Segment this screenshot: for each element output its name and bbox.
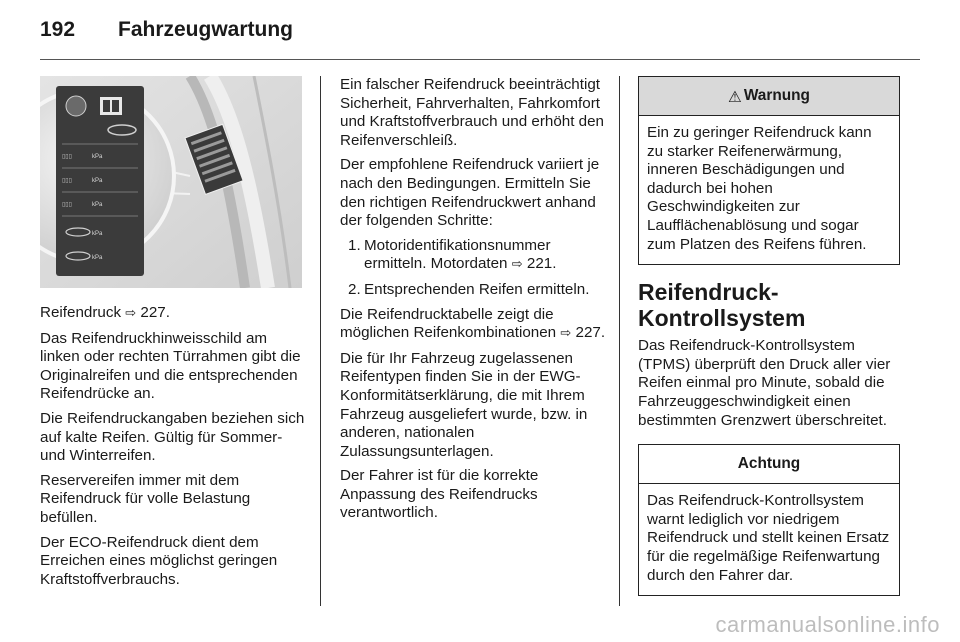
- column-right: [638, 76, 900, 610]
- steps-list: [340, 237, 606, 300]
- paragraph-label-info: Das Reifendruckhinweisschild am linken oder rechten Türrahmen gibt die Originalreifen und die entsprechenden Reifendrücke an.: [40, 329, 301, 403]
- svg-text:kPa: kPa: [92, 255, 103, 261]
- list-item: 2. Entsprechenden Reifen ermitteln.: [348, 280, 590, 298]
- paragraph-pressure-table: Die Reifendrucktabelle zeigt die möglichen Reifenkombinationen ⇨ 227.: [340, 305, 606, 342]
- svg-text:▯▯▯: ▯▯▯: [62, 154, 72, 160]
- svg-text:kPa: kPa: [92, 178, 103, 184]
- paragraph-driver-responsibility: Der Fahrer ist für die korrekte Anpassung des Reifendrucks verantwortlich.: [340, 467, 539, 522]
- page-header: [40, 18, 920, 60]
- zoomed-pressure-label: [56, 86, 144, 276]
- warning-body: Ein zu geringer Reifendruck kann zu starker Reifenerwärmung, inneren Beschädigungen und dadurch bei hohen Geschwindigkeiten zur Laufflächenablösung und sogar zum Platzen des Reifens führen.: [647, 124, 872, 253]
- watermark: carmanualsonline.info: [715, 612, 940, 637]
- page-reference-link[interactable]: 227.: [140, 304, 170, 321]
- list-item: 1. Motoridentifikationsnummer ermitteln. Motordaten ⇨ 221.: [348, 236, 557, 273]
- paragraph-cold-tires: Die Reifendruckangaben beziehen sich auf kalte Reifen. Gültig für Sommer- und Winterreifen.: [40, 409, 305, 465]
- section-heading-tpms: Reifendruck-Kontrollsystem: [638, 279, 806, 332]
- paragraph-tpms-description: Das Reifendruck-Kontrollsystem (TPMS) überprüft den Druck aller vier Reifen einmal pro Minute, sobald die Fahrzeuggeschwindigkeit einen bestimmten Grenzwert überschreitet.: [638, 337, 891, 429]
- header-divider: [40, 59, 920, 60]
- svg-text:kPa: kPa: [92, 202, 103, 208]
- paragraph-tire-pressure-ref: Reifendruck ⇨ 227.: [40, 304, 170, 321]
- arrow-reference-icon: ⇨: [511, 257, 523, 273]
- warning-title: Warnung: [743, 87, 810, 104]
- column-left: [40, 76, 306, 595]
- svg-text:kPa: kPa: [92, 231, 103, 237]
- column-divider-2: [619, 76, 620, 606]
- tire-pressure-label-illustration: [40, 76, 302, 288]
- caution-box: [638, 444, 900, 596]
- paragraph-wrong-pressure: Ein falscher Reifendruck beeinträchtigt Sicherheit, Fahrverhalten, Fahrkomfort und Kraftstoffverbrauch und erhöht den Reifenverschleiß.: [340, 76, 604, 149]
- svg-text:kPa: kPa: [92, 154, 103, 160]
- svg-text:▯▯▯: ▯▯▯: [62, 178, 72, 184]
- page-reference-link[interactable]: 227.: [575, 324, 606, 342]
- caution-body: Das Reifendruck-Kontrollsystem warnt lediglich vor niedrigem Reifendruck und stellt keinen Ersatz für die regelmäßige Reifenwartung durch den Fahrer dar.: [647, 492, 890, 584]
- caution-header: [639, 445, 899, 484]
- warning-triangle-icon: ⚠: [728, 89, 742, 106]
- warning-box: [638, 76, 900, 265]
- column-middle: [340, 76, 606, 529]
- paragraph-spare-tire: Reservereifen immer mit dem Reifendruck für volle Belastung befüllen.: [40, 471, 251, 526]
- paragraph-eco-pressure: Der ECO-Reifendruck dient dem Erreichen eines möglichst geringen Kraftstoffverbrauchs.: [40, 533, 278, 588]
- svg-text:▯▯▯: ▯▯▯: [62, 202, 72, 208]
- paragraph-approved-tires: Die für Ihr Fahrzeug zugelassenen Reifentypen finden Sie in der EWG-Konformitätserklärung, die mit Ihrem Fahrzeug ausgeliefert wurde, bzw. in anderen, nationalen Zulassungsunterlagen.: [340, 349, 588, 460]
- page-title: Fahrzeugwartung: [118, 18, 294, 41]
- page-number: 192: [40, 18, 76, 41]
- caution-title: Achtung: [737, 455, 801, 473]
- page-reference-link[interactable]: 221.: [526, 255, 557, 273]
- door-frame-illustration: [40, 76, 302, 288]
- arrow-reference-icon: ⇨: [125, 306, 137, 321]
- column-divider-1: [320, 76, 321, 606]
- warning-header: [639, 77, 899, 116]
- arrow-reference-icon: ⇨: [560, 326, 572, 342]
- paragraph-recommended-pressure: Der empfohlene Reifendruck variiert je nach den Bedingungen. Ermitteln Sie den richtigen Reifendruckwert anhand der folgenden Schritte:: [340, 156, 600, 230]
